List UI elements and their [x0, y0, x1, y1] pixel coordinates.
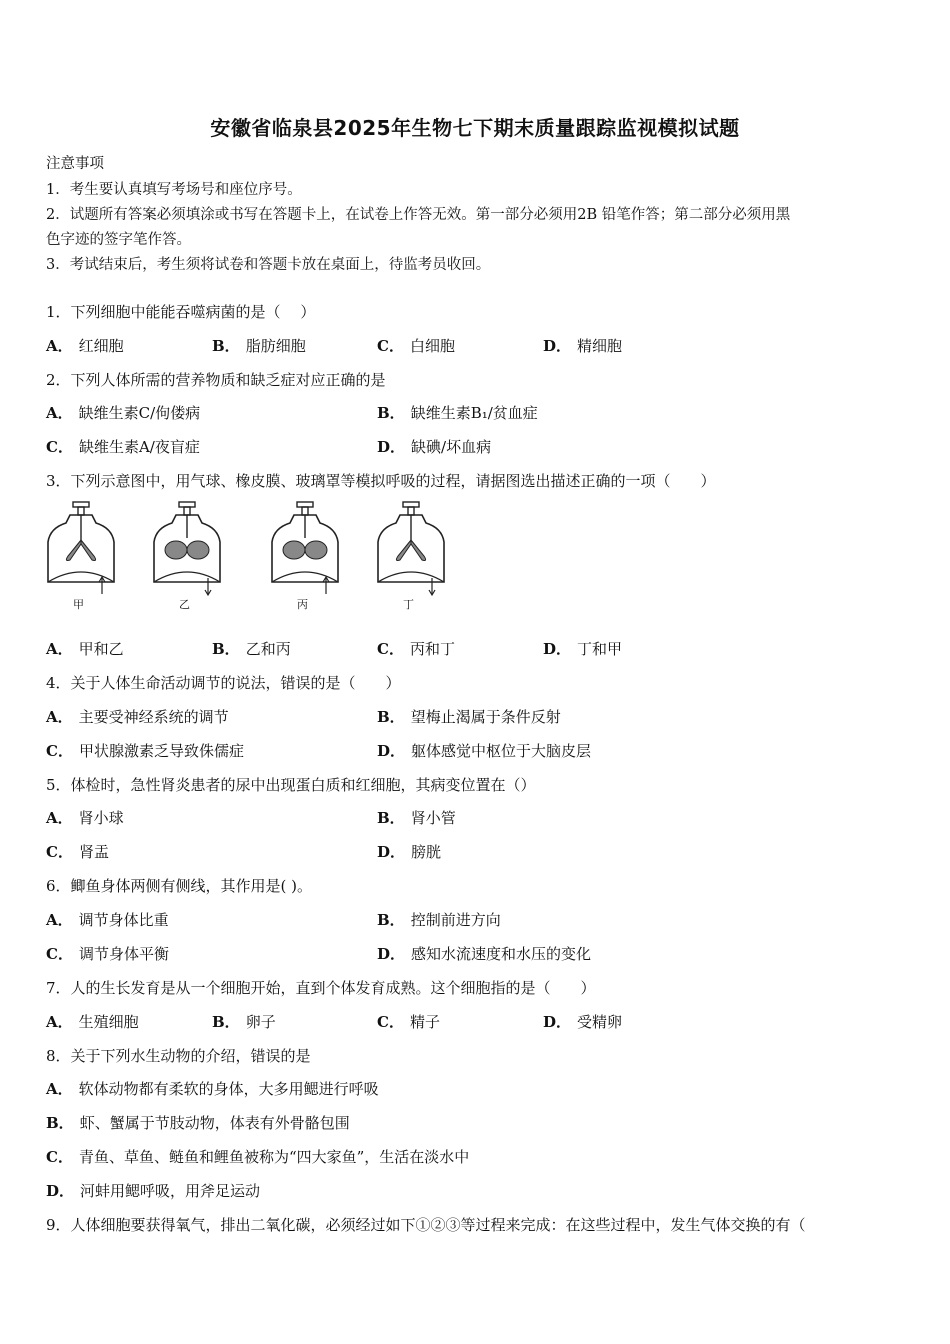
option	[46, 335, 124, 356]
option	[212, 638, 291, 659]
option	[46, 807, 124, 828]
question-stem: 4．关于人体生命活动调节的说法，错误的是（ ）	[46, 674, 401, 692]
option	[46, 436, 200, 457]
option-label: A．	[46, 911, 73, 929]
option	[543, 335, 622, 356]
option-label: D．	[543, 1013, 572, 1031]
option-label: B．	[377, 911, 405, 929]
figure-label: 丙	[297, 598, 308, 611]
option-text: 缺维生素B₁/贫血症	[410, 404, 538, 422]
option	[46, 1146, 469, 1167]
option	[46, 1180, 260, 1201]
option-text: 肾小管	[410, 809, 456, 827]
option-label: B．	[46, 1114, 74, 1132]
option	[543, 1011, 622, 1032]
option-text: 精子	[409, 1013, 440, 1031]
figure-label: 丁	[403, 598, 414, 611]
option-label: D．	[377, 742, 406, 760]
option	[377, 909, 501, 930]
bell-jar-figure	[150, 498, 224, 616]
option	[377, 706, 561, 727]
option-label: A．	[46, 809, 73, 827]
page-title: 安徽省临泉县2025年生物七下期末质量跟踪监视模拟试题	[210, 116, 740, 140]
option-label: B．	[377, 404, 405, 422]
question-stem: 9．人体细胞要获得氧气，排出二氧化碳，必须经过如下①②③等过程来完成：在这些过程中，发生气体交换的有（	[46, 1216, 806, 1234]
figure-label: 乙	[179, 598, 190, 611]
option-text: 膀胱	[411, 843, 442, 861]
option	[46, 1112, 350, 1133]
option-text: 调节身体比重	[78, 911, 169, 929]
option-text: 躯体感觉中枢位于大脑皮层	[411, 742, 592, 760]
option-text: 生殖细胞	[78, 1013, 139, 1031]
option	[46, 943, 169, 964]
option-text: 河蚌用鳃呼吸，用斧足运动	[80, 1182, 261, 1200]
option-label: C．	[46, 438, 73, 456]
option	[377, 335, 455, 356]
option-label: C．	[46, 1148, 73, 1166]
option-label: D．	[46, 1182, 75, 1200]
option-label: C．	[46, 742, 73, 760]
option-text: 主要受神经系统的调节	[78, 708, 229, 726]
note-item: 色字迹的签字笔作答。	[46, 232, 191, 248]
option-label: A．	[46, 404, 73, 422]
option-text: 受精卵	[577, 1013, 623, 1031]
option-label: B．	[212, 640, 240, 658]
option	[46, 909, 169, 930]
figure-label: 甲	[73, 598, 84, 611]
option-label: A．	[46, 337, 73, 355]
option-text: 丙和丁	[409, 640, 455, 658]
option	[46, 1078, 379, 1099]
option-text: 脂肪细胞	[245, 337, 306, 355]
option	[377, 436, 491, 457]
option-text: 肾盂	[78, 843, 109, 861]
bell-jar-figure	[44, 498, 118, 616]
option-text: 缺维生素C/佝偻病	[78, 404, 201, 422]
question-stem: 5．体检时，急性肾炎患者的尿中出现蛋白质和红细胞，其病变位置在（）	[46, 776, 536, 794]
option	[377, 841, 441, 862]
option-label: D．	[543, 337, 572, 355]
option	[377, 1011, 440, 1032]
option	[377, 740, 591, 761]
option	[212, 335, 306, 356]
option-text: 控制前进方向	[410, 911, 501, 929]
question-stem: 8．关于下列水生动物的介绍，错误的是	[46, 1047, 311, 1065]
option	[46, 740, 244, 761]
option-label: C．	[377, 337, 404, 355]
option-text: 卵子	[245, 1013, 276, 1031]
note-item: 2．试题所有答案必须填涂或书写在答题卡上，在试卷上作答无效。第一部分必须用2B 铅笔作答；第二部分必须用黑	[46, 207, 791, 223]
option-text: 缺维生素A/夜盲症	[78, 438, 200, 456]
option-text: 红细胞	[78, 337, 124, 355]
option-label: C．	[377, 1013, 404, 1031]
option	[377, 807, 456, 828]
question-stem: 7．人的生长发育是从一个细胞开始，直到个体发育成熟。这个细胞指的是（ ）	[46, 979, 596, 997]
notes-heading: 注意事项	[46, 156, 104, 172]
option	[46, 638, 124, 659]
question-stem: 3．下列示意图中，用气球、橡皮膜、玻璃罩等模拟呼吸的过程，请据图选出描述正确的一项（ ）	[46, 472, 716, 490]
note-item: 1．考生要认真填写考场号和座位序号。	[46, 182, 302, 198]
option-text: 青鱼、草鱼、鲢鱼和鲤鱼被称为“四大家鱼”，生活在淡水中	[78, 1148, 470, 1166]
bell-jar-figure	[268, 498, 342, 616]
option-text: 甲和乙	[78, 640, 124, 658]
question-stem: 1．下列细胞中能能吞噬病菌的是（ ）	[46, 303, 316, 321]
option-text: 白细胞	[409, 337, 455, 355]
option-label: D．	[543, 640, 572, 658]
option	[46, 1011, 139, 1032]
option-text: 虾、蟹属于节肢动物，体表有外骨骼包围	[79, 1114, 350, 1132]
option	[46, 841, 109, 862]
option-label: D．	[377, 438, 406, 456]
option-label: B．	[212, 1013, 240, 1031]
option	[46, 706, 229, 727]
option-text: 乙和丙	[245, 640, 291, 658]
option-label: A．	[46, 640, 73, 658]
option-label: D．	[377, 843, 406, 861]
option-text: 精细胞	[577, 337, 623, 355]
option	[46, 402, 200, 423]
question-stem: 2．下列人体所需的营养物质和缺乏症对应正确的是	[46, 371, 386, 389]
option-text: 甲状腺激素乏导致侏儒症	[78, 742, 244, 760]
option-text: 软体动物都有柔软的身体，大多用鳃进行呼吸	[78, 1080, 379, 1098]
option	[377, 402, 538, 423]
option	[377, 943, 591, 964]
option-label: C．	[46, 945, 73, 963]
option-label: B．	[377, 809, 405, 827]
option-label: B．	[377, 708, 405, 726]
option	[377, 638, 455, 659]
option-text: 丁和甲	[577, 640, 623, 658]
option-text: 望梅止渴属于条件反射	[410, 708, 561, 726]
option-label: D．	[377, 945, 406, 963]
note-item: 3．考试结束后，考生须将试卷和答题卡放在桌面上，待监考员收回。	[46, 257, 491, 273]
option-label: B．	[212, 337, 240, 355]
option-label: A．	[46, 1013, 73, 1031]
bell-jar-figure	[374, 498, 448, 616]
question-stem: 6．鲫鱼身体两侧有侧线，其作用是( )。	[46, 877, 313, 895]
option-label: C．	[377, 640, 404, 658]
option-text: 肾小球	[78, 809, 124, 827]
option-text: 缺碘/坏血病	[411, 438, 492, 456]
option-label: A．	[46, 1080, 73, 1098]
option-label: C．	[46, 843, 73, 861]
option-label: A．	[46, 708, 73, 726]
option-text: 感知水流速度和水压的变化	[411, 945, 592, 963]
option	[212, 1011, 276, 1032]
option	[543, 638, 622, 659]
respiration-model-figures	[44, 498, 444, 616]
option-text: 调节身体平衡	[78, 945, 169, 963]
